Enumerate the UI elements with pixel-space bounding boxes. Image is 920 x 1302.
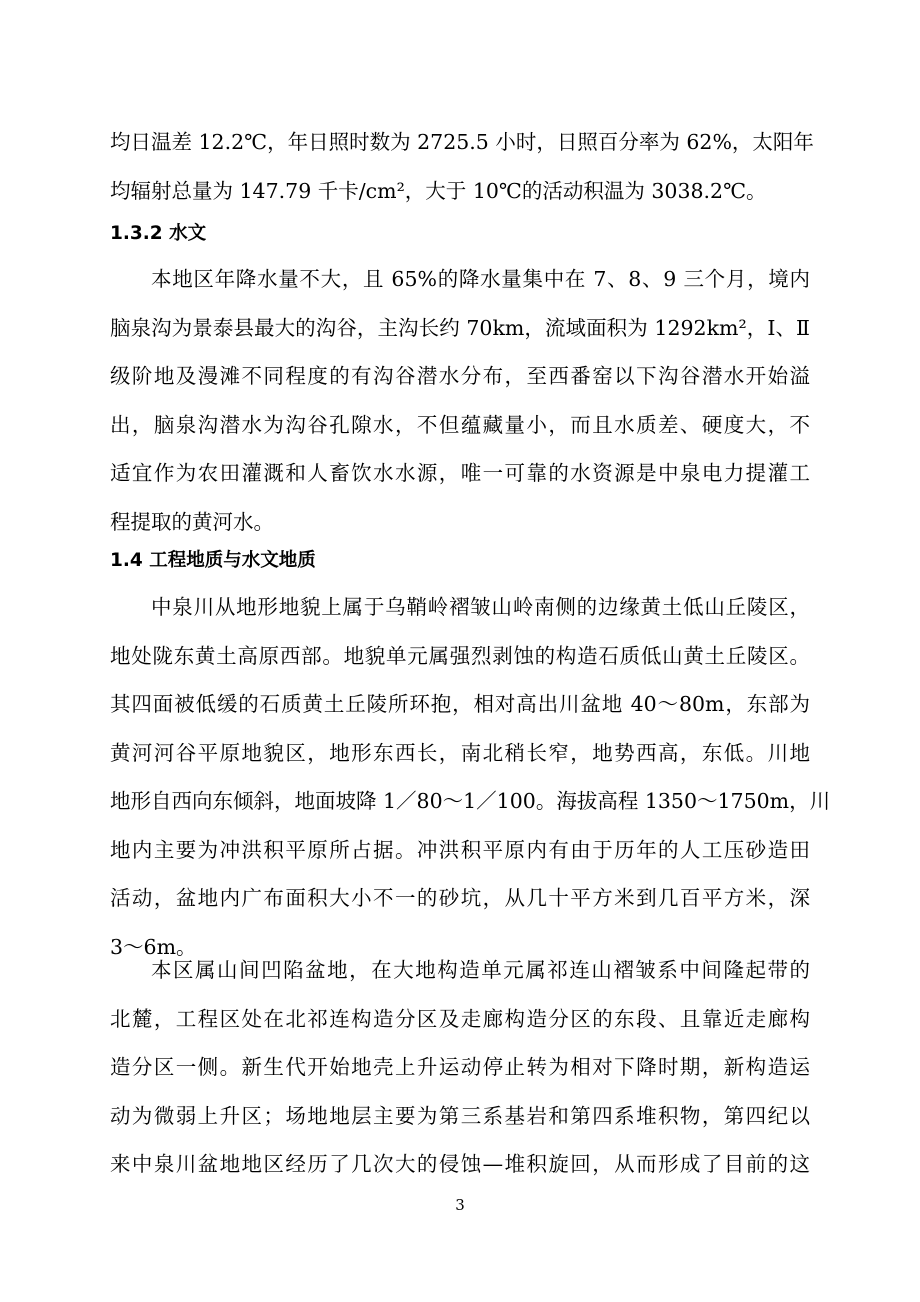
text-line: 本区属山间凹陷盆地，在大地构造单元属祁连山褶皱系中间隆起带的 [151,958,810,982]
text-line: 来中泉川盆地地区经历了几次大的侵蚀—堆积旋回，从而形成了目前的这 [110,1152,810,1176]
text-line: 适宜作为农田灌溉和人畜饮水水源，唯一可靠的水资源是中泉电力提灌工 [110,461,810,485]
text-line: 出，脑泉沟潜水为沟谷孔隙水，不但蕴藏量小，而且水质差、硬度大，不 [110,412,810,437]
text-line: 黄河河谷平原地貌区，地形东西长，南北稍长窄，地势西高，东低。川地 [110,740,810,765]
text-line: 级阶地及漫滩不同程度的有沟谷潜水分布，至西番窑以下沟谷潜水开始溢 [110,364,810,388]
paragraph-tectonics [110,946,810,1189]
text-line: 北麓，工程区处在北祁连构造分区及走廊构造分区的东段、且靠近走廊构 [110,1006,810,1031]
text-line: 脑泉沟为景泰县最大的沟谷，主沟长约 70km，流域面积为 1292km²，Ⅰ、Ⅱ [110,315,810,340]
text-line: 均日温差 12.2℃，年日照时数为 2725.5 小时，日照百分率为 62%，太阳年 [110,130,814,154]
text-line: 本地区年降水量不大，且 65%的降水量集中在 7、8、9 三个月，境内 [151,267,810,291]
text-line: 其四面被低缓的石质黄土丘陵所环抱，相对高出川盆地 40～80m，东部为 [110,692,810,716]
text-line: 均辐射总量为 147.79 千卡/cm²，大于 10℃的活动积温为 3038.2℃。 [110,178,767,203]
text-line: 造分区一侧。新生代开始地壳上升运动停止转为相对下降时期，新构造运 [110,1055,810,1079]
text-line: 中泉川从地形地貌上属于乌鞘岭褶皱山岭南侧的边缘黄土低山丘陵区， [151,595,810,619]
text-line: 地形自西向东倾斜，地面坡降 1／80～1／100。海拔高程 1350～1750m，川 [110,789,831,813]
section-heading-hydrology: 1.3.2 水文 [110,223,207,244]
text-line: 程提取的黄河水。 [110,509,274,534]
text-line: 3～6m。 [110,934,197,959]
paragraph-hydrology [110,255,810,546]
text-line: 地内主要为冲洪积平原所占据。冲洪积平原内有由于历年的人工压砂造田 [110,837,810,862]
paragraph-climate [110,118,814,215]
paragraph-landform [110,583,831,971]
text-line: 动为微弱上升区；场地地层主要为第三系基岩和第四系堆积物，第四纪以 [110,1103,810,1128]
section-heading-geology: 1.4 工程地质与水文地质 [110,550,316,571]
text-line: 活动，盆地内广布面积大小不一的砂坑，从几十平方米到几百平方米，深 [110,886,810,910]
page-number: 3 [455,1196,465,1214]
text-line: 地处陇东黄土高原西部。地貌单元属强烈剥蚀的构造石质低山黄土丘陵区。 [110,643,810,668]
